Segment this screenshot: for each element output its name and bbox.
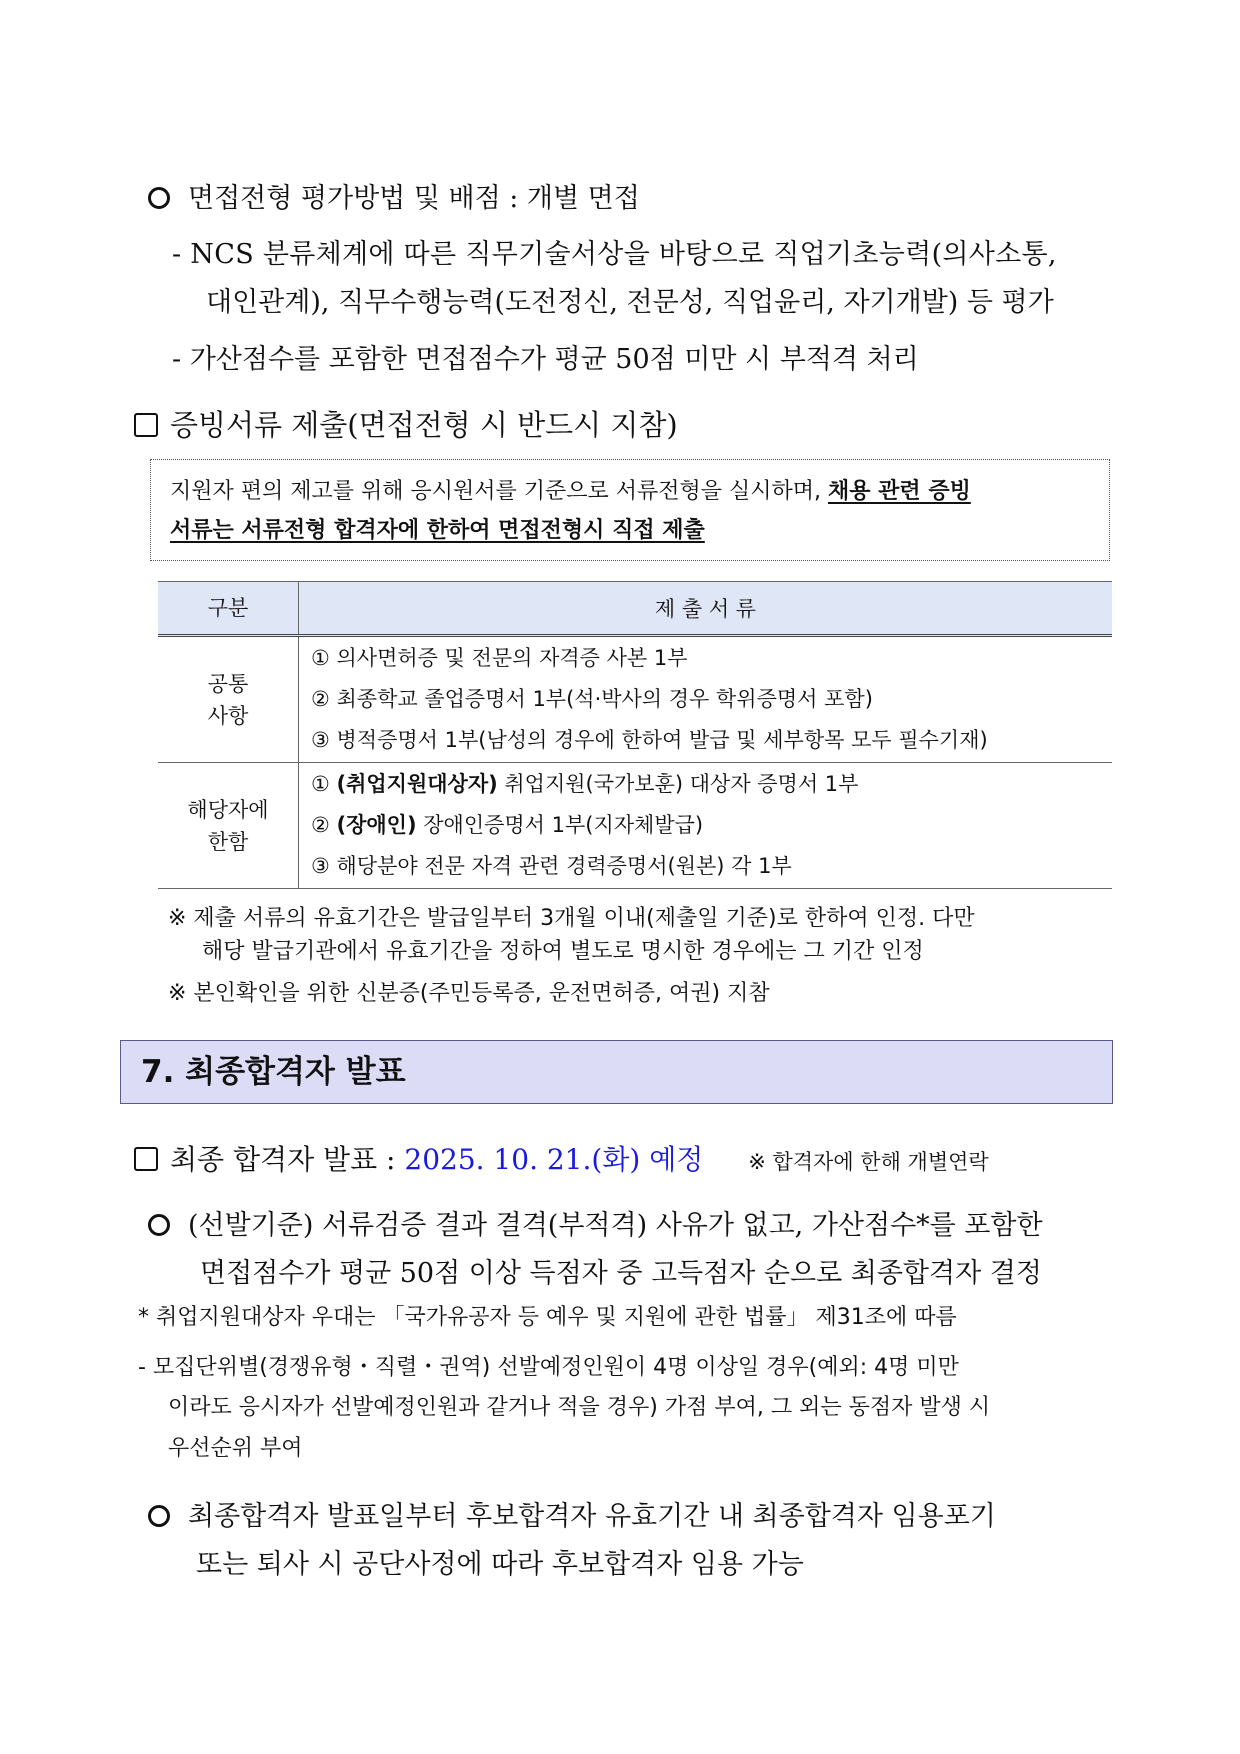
- list-item: ② 최종학교 졸업증명서 1부(석·박사의 경우 학위증명서 포함): [311, 687, 873, 711]
- note-emphasis-1: 채용 관련 증빙: [828, 479, 971, 504]
- criteria-line1: (선발기준) 서류검증 결과 결격(부적격) 사유가 없고, 가산점수*를 포함한: [148, 1203, 1043, 1242]
- checkbox-square-icon: [134, 1147, 158, 1171]
- reserve-line2: 또는 퇴사 시 공단사정에 따라 후보합격자 임용 가능: [196, 1549, 804, 1580]
- list-item: ② (장애인) 장애인증명서 1부(지자체발급): [311, 813, 704, 837]
- list-item: ③ 병적증명서 1부(남성의 경우에 한하여 발급 및 세부항목 모두 필수기재): [311, 728, 988, 752]
- table-cell-items: [299, 763, 1113, 889]
- interview-heading: 면접전형 평가방법 및 배점 : 개별 면접: [148, 176, 640, 215]
- table-cell-category: 해당자에 한함: [158, 763, 299, 889]
- documents-heading: 증빙서류 제출(면접전형 시 반드시 지참): [134, 403, 678, 444]
- table-header-row: [158, 582, 1112, 636]
- announce-note: ※ 합격자에 한해 개별연락: [748, 1150, 989, 1174]
- list-item: ① (취업지원대상자) 취업지원(국가보훈) 대상자 증명서 1부: [311, 772, 859, 796]
- documents-note-line1: 지원자 편의 제고를 위해 응시원서를 기준으로 서류전형을 실시하며, 채용 관련 증빙: [170, 479, 971, 504]
- reserve-line1: 최종합격자 발표일부터 후보합격자 유효기간 내 최종합격자 임용포기: [148, 1494, 996, 1533]
- circle-bullet-icon: [148, 1505, 170, 1527]
- list-item: ③ 해당분야 전문 자격 관련 경력증명서(원본) 각 1부: [311, 854, 792, 878]
- documents-remark-1: ※ 제출 서류의 유효기간은 발급일부터 3개월 이내(제출일 기준)로 한하여 인정. 다만: [168, 906, 975, 931]
- checkbox-square-icon: [134, 413, 158, 437]
- section-title: 7. 최종합격자 발표: [120, 1040, 1113, 1104]
- interview-item-2: - 가산점수를 포함한 면접점수가 평균 50점 미만 시 부적격 처리: [172, 344, 919, 375]
- table-cell-items: [299, 636, 1113, 763]
- documents-table: [158, 581, 1112, 889]
- list-item: ① 의사면허증 및 전문의 자격증 사본 1부: [311, 646, 688, 670]
- footnote: * 취업지원대상자 우대는 「국가유공자 등 예우 및 지원에 관한 법률」 제31조에 따름: [138, 1305, 957, 1330]
- sub-line3: 우선순위 부여: [168, 1436, 303, 1461]
- circle-bullet-icon: [148, 187, 170, 209]
- table-row: [158, 636, 1112, 763]
- documents-remark-1-cont: 해당 발급기관에서 유효기간을 정하여 별도로 명시한 경우에는 그 기간 인정: [202, 939, 924, 964]
- interview-item-1: - NCS 분류체계에 따른 직무기술서상을 바탕으로 직업기초능력(의사소통,: [172, 239, 1057, 270]
- announce-line: 최종 합격자 발표 : 2025. 10. 21.(화) 예정 ※ 합격자에 한해 개별연락: [134, 1138, 989, 1178]
- table-row: [158, 763, 1112, 889]
- circle-bullet-icon: [148, 1214, 170, 1236]
- sub-line2: 이라도 응시자가 선발예정인원과 같거나 적을 경우) 가점 부여, 그 외는 동점자 발생 시: [168, 1395, 991, 1420]
- sub-line1: - 모집단위별(경쟁유형・직렬・권역) 선발예정인원이 4명 이상일 경우(예외: 4명 미만: [138, 1355, 959, 1380]
- announce-date: 2025. 10. 21.(화) 예정: [404, 1143, 704, 1176]
- table-header-category: 구분: [158, 582, 299, 636]
- criteria-line2: 면접점수가 평균 50점 이상 득점자 중 고득점자 순으로 최종합격자 결정: [200, 1258, 1042, 1289]
- documents-remark-2: ※ 본인확인을 위한 신분증(주민등록증, 운전면허증, 여권) 지참: [168, 981, 770, 1006]
- documents-note-line2: 서류는 서류전형 합격자에 한하여 면접전형시 직접 제출: [170, 518, 705, 543]
- interview-item-1-cont: 대인관계), 직무수행능력(도전정신, 전문성, 직업윤리, 자기개발) 등 평가: [206, 287, 1054, 318]
- table-header-documents: 제 출 서 류: [299, 582, 1113, 636]
- table-cell-category: 공통 사항: [158, 636, 299, 763]
